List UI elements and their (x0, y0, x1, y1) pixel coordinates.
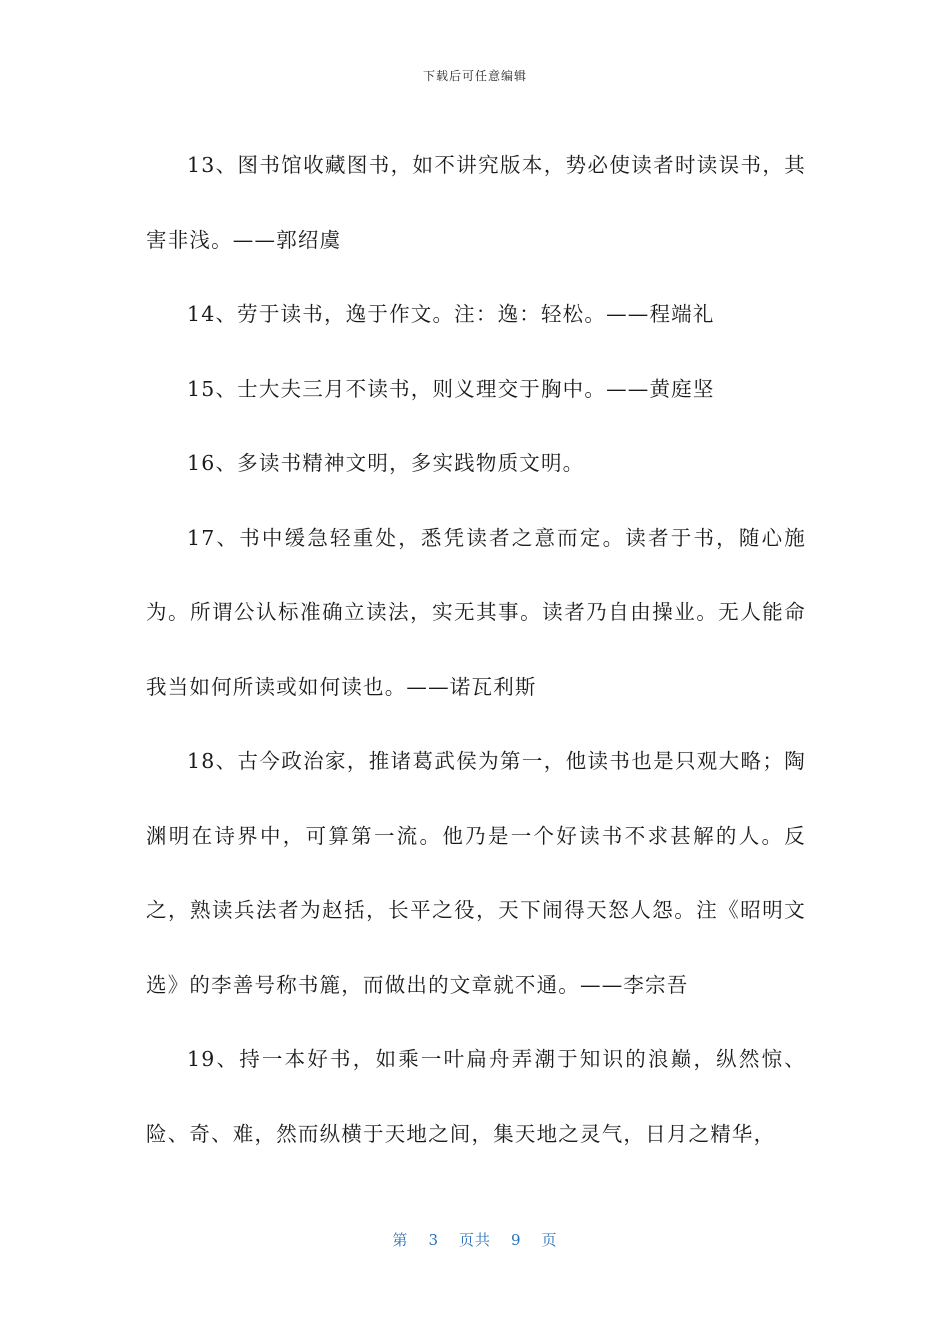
quote-17: 17、书中缓急轻重处，悉凭读者之意而定。读者于书，随心施为。所谓公认标准确立读法，实无其事。读者乃自由操业。无人能命我当如何所读或如何读也。——诺瓦利斯 (146, 525, 806, 699)
footer-total-pages: 9 (511, 1231, 522, 1249)
quote-15: 15、士大夫三月不读书，则义理交于胸中。——黄庭坚 (187, 376, 715, 401)
quote-16: 16、多读书精神文明，多实践物质文明。 (187, 451, 585, 475)
document-body (146, 128, 806, 1171)
footer-suffix: 页 (541, 1231, 558, 1249)
quote-18: 18、古今政治家，推诸葛武侯为第一，他读书也是只观大略；陶渊明在诗界中，可算第一流。他乃是一个好读书不求甚解的人。反之，熟读兵法者为赵括，长平之役，天下闹得天怒人怨。注《昭明文选》的李善号称书簏，而做出的文章就不通。——李宗吾 (146, 749, 806, 997)
quote-14: 14、劳于读书，逸于作文。注：逸：轻松。——程端礼 (187, 302, 715, 326)
page-header: 下载后可任意编辑 (422, 69, 527, 83)
page-footer (0, 1229, 950, 1250)
footer-current-page: 3 (428, 1231, 439, 1249)
footer-prefix: 第 (392, 1231, 409, 1249)
quote-19: 19、持一本好书，如乘一叶扁舟弄潮于知识的浪巅，纵然惊、险、奇、难，然而纵横于天地之间，集天地之灵气，日月之精华， (146, 1047, 806, 1146)
quote-13: 13、图书馆收藏图书，如不讲究版本，势必使读者时读误书，其害非浅。——郭绍虞 (146, 153, 806, 252)
footer-middle: 页共 (458, 1231, 491, 1249)
